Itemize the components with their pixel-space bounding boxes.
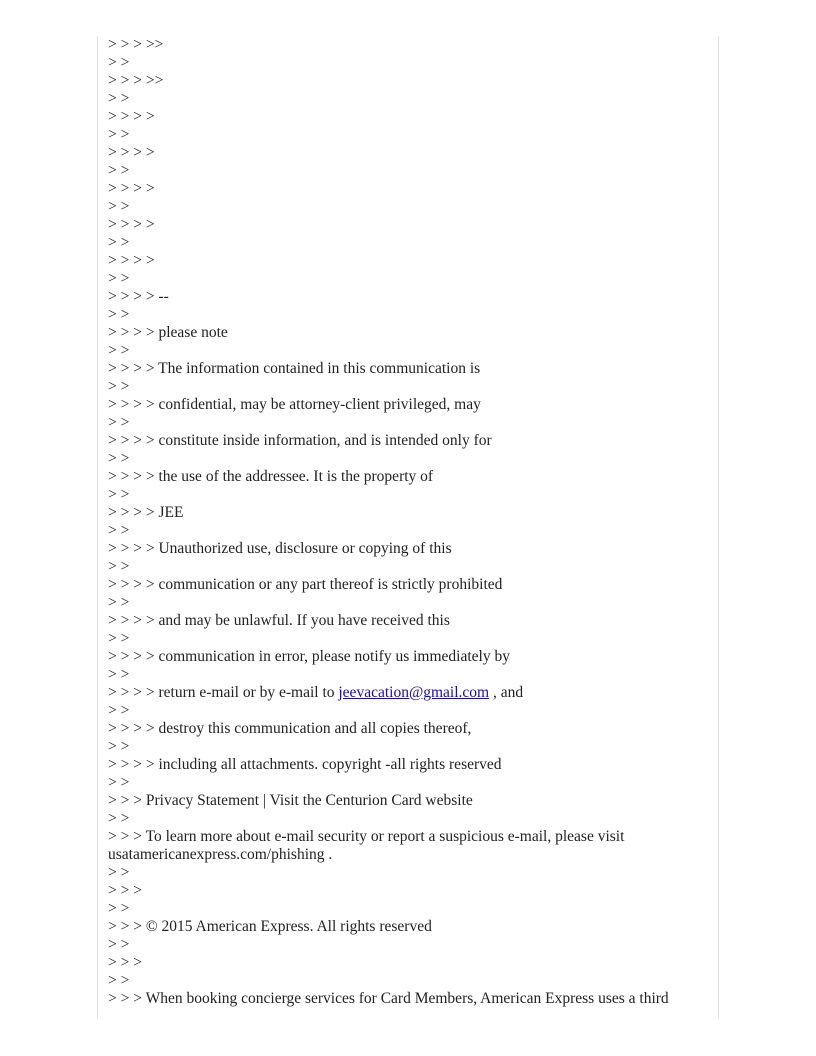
text-line: > > xyxy=(108,414,130,431)
text-line: > > xyxy=(108,558,130,575)
text-line: > > > © 2015 American Express. All rights reserved xyxy=(108,918,432,935)
text-line: > > > > xyxy=(108,108,155,125)
text-line: > > xyxy=(108,864,130,881)
text-line: > > xyxy=(108,774,130,791)
text-line: > > xyxy=(108,198,130,215)
text-line: > > > > The information contained in this communication is xyxy=(108,360,481,377)
text-line: > > > > confidential, may be attorney-client privileged, may xyxy=(108,396,481,413)
text-line: > > xyxy=(108,486,130,503)
text-line: > > > > communication in error, please notify us immediately by xyxy=(108,648,510,665)
text-line: > > > > xyxy=(108,252,155,269)
text-line: > > > > -- xyxy=(108,288,169,305)
text-line: > > xyxy=(108,450,130,467)
text-line: > > xyxy=(108,270,130,287)
text-line: > > > > xyxy=(108,180,155,197)
email-line xyxy=(108,684,708,702)
text-line: > > > xyxy=(108,882,142,899)
text-line: > > xyxy=(108,666,130,683)
email-body xyxy=(108,36,708,1008)
text-line: > > > >> xyxy=(108,36,164,53)
text-line: > > xyxy=(108,126,130,143)
email-line-suffix: , and xyxy=(489,684,524,701)
text-line: > > xyxy=(108,378,130,395)
text-line: > > > When booking concierge services for Card Members, American Express uses a third xyxy=(108,990,669,1007)
text-line: > > > > communication or any part thereof is strictly prohibited xyxy=(108,576,503,593)
text-line: > > xyxy=(108,702,130,719)
text-line: > > xyxy=(108,594,130,611)
text-line: > > > > please note xyxy=(108,324,228,341)
email-link[interactable]: jeevacation@gmail.com xyxy=(338,684,490,701)
quoted-lines-top xyxy=(108,36,708,684)
text-line: > > > > the use of the addressee. It is the property of xyxy=(108,468,434,485)
text-line: > > > > destroy this communication and all copies thereof, xyxy=(108,720,472,737)
text-line: > > xyxy=(108,90,130,107)
text-line: > > > > JEE xyxy=(108,504,184,521)
text-line: > > xyxy=(108,972,130,989)
text-line: > > > >> xyxy=(108,72,164,89)
text-line: > > > > xyxy=(108,144,155,161)
quoted-lines-bottom xyxy=(108,702,708,1008)
text-line: > > xyxy=(108,306,130,323)
text-line: > > xyxy=(108,162,130,179)
text-line: > > xyxy=(108,810,130,827)
text-line: > > xyxy=(108,234,130,251)
email-line-prefix: > > > > return e-mail or by e-mail to xyxy=(108,684,339,701)
text-line: > > xyxy=(108,630,130,647)
text-line: > > > > Unauthorized use, disclosure or copying of this xyxy=(108,540,452,557)
text-line: > > > > and may be unlawful. If you have received this xyxy=(108,612,450,629)
text-line: > > > > including all attachments. copyright -all rights reserved xyxy=(108,756,502,773)
text-line: > > xyxy=(108,54,130,71)
text-line: > > xyxy=(108,936,130,953)
text-line: > > > Privacy Statement | Visit the Centurion Card website xyxy=(108,792,473,809)
text-line: > > xyxy=(108,522,130,539)
text-line: > > > xyxy=(108,954,142,971)
text-line: > > xyxy=(108,342,130,359)
text-line: > > xyxy=(108,738,130,755)
text-line: > > xyxy=(108,900,130,917)
text-line: > > > To learn more about e-mail security or report a suspicious e-mail, please visit usatamericanexpress.com/phishing . xyxy=(108,828,629,863)
text-line: > > > > constitute inside information, and is intended only for xyxy=(108,432,492,449)
text-line: > > > > xyxy=(108,216,155,233)
